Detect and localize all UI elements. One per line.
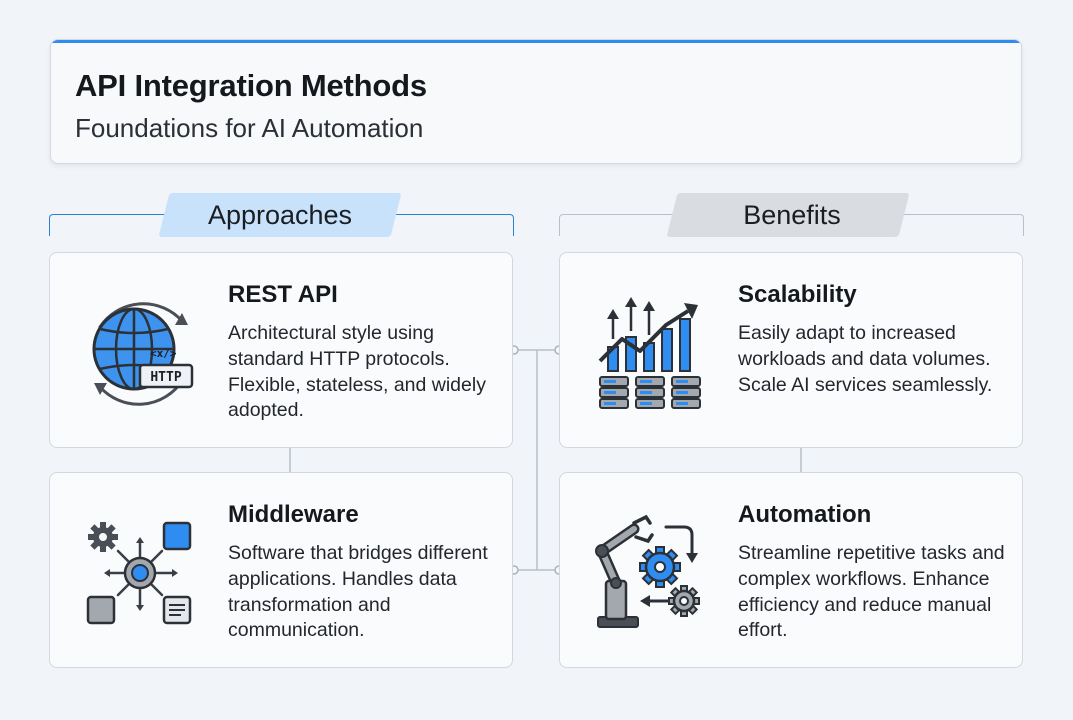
approaches-heading: Approaches (207, 200, 353, 230)
automation-card (559, 472, 1023, 668)
card-title: Scalability (738, 281, 857, 308)
header-card (50, 39, 1022, 164)
card-description: Easily adapt to increased workloads and data volumes. Scale AI services seamlessly. (738, 322, 993, 396)
scalability-card (559, 252, 1023, 448)
middleware-card (49, 472, 513, 668)
http-badge-text: HTTP (150, 370, 182, 385)
benefits-heading: Benefits (743, 200, 841, 230)
robot-arm-gears-icon (588, 511, 712, 635)
page-subtitle: Foundations for AI Automation (75, 113, 424, 143)
card-description: Architectural style using standard HTTP protocols. Flexible, stateless, and widely adopted. (228, 322, 486, 422)
globe-http-icon (78, 291, 202, 415)
card-title: REST API (228, 281, 338, 308)
code-tag-text: <x/> (150, 347, 177, 360)
card-description: Streamline repetitive tasks and complex workflows. Enhance efficiency and reduce manual effort. (738, 542, 1005, 642)
rest-api-card (49, 252, 513, 448)
card-description: Software that bridges different applications. Handles data transformation and communication. (228, 542, 488, 642)
page-title: API Integration Methods (75, 68, 427, 103)
card-title: Automation (738, 501, 872, 528)
card-title: Middleware (228, 501, 359, 528)
hub-network-icon (78, 511, 202, 635)
growth-chart-servers-icon (588, 291, 712, 415)
